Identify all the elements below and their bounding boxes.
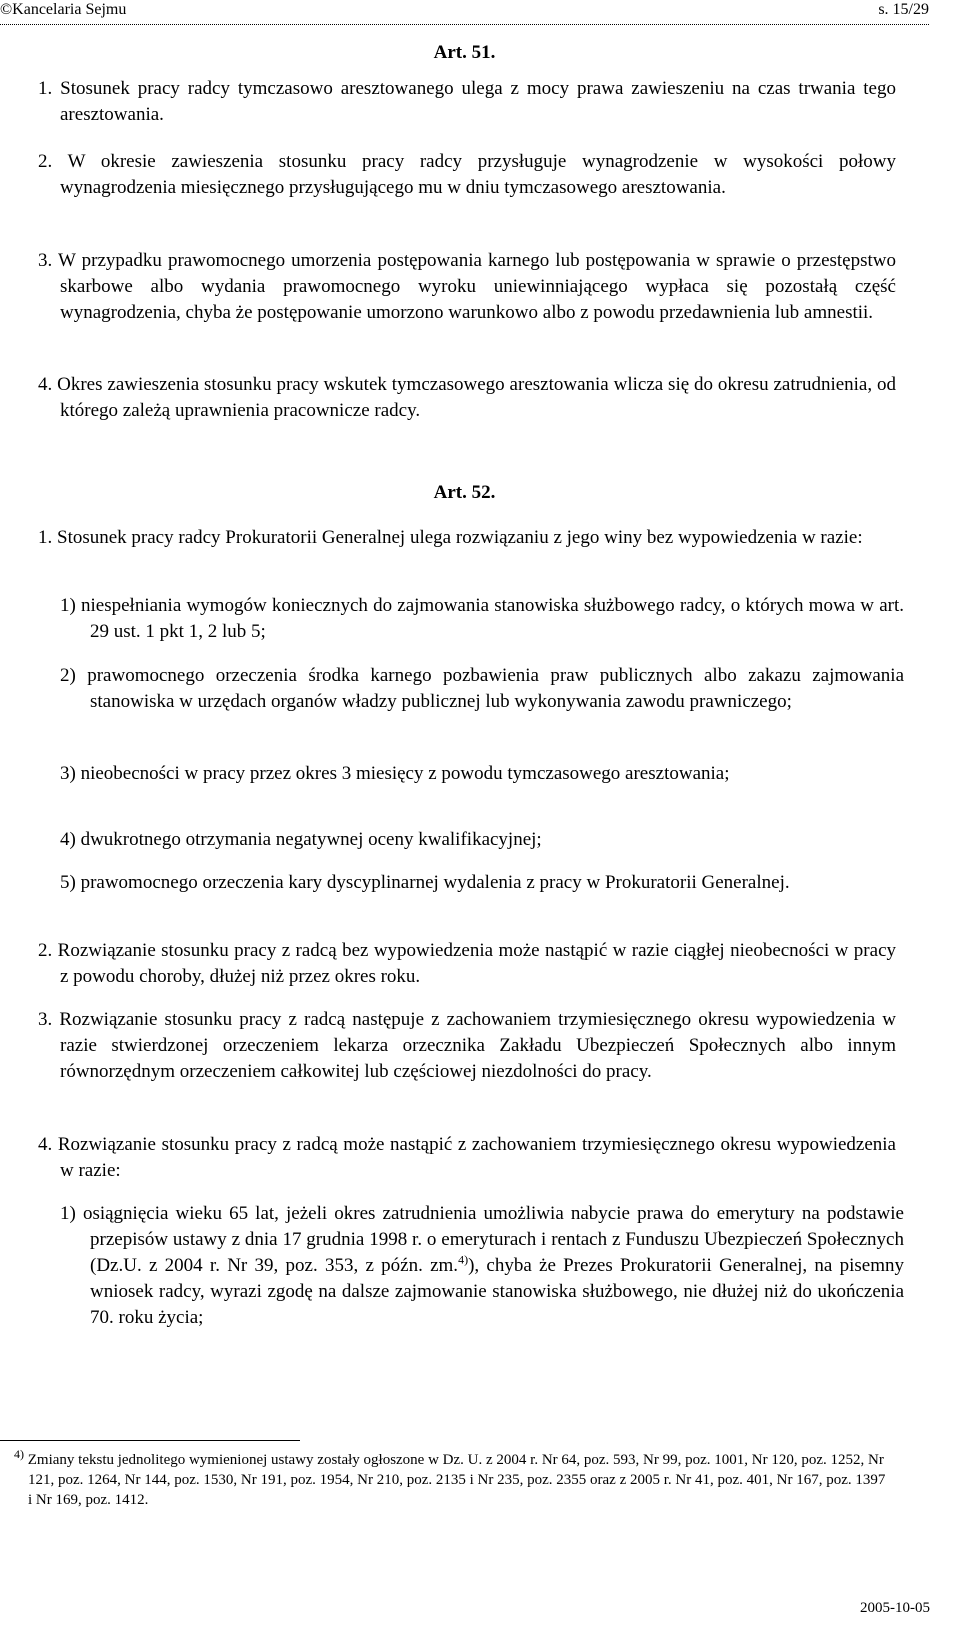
art52-p4-item-1	[60, 1201, 904, 1331]
art52-p1-item-4: 4) dwukrotnego otrzymania negatywnej oceny kwalifikacyjnej;	[60, 829, 542, 850]
art52-paragraph-1: 1. Stosunek pracy radcy Prokuratorii Generalnej ulega rozwiązaniu z jego winy bez wypowiedzenia w razie:	[38, 527, 863, 548]
footnote-marker: 4)	[14, 1447, 24, 1461]
art52-p1-item-1: 1) niespełniania wymogów koniecznych do zajmowania stanowiska służbowego radcy, o których mowa w art. 29 ust. 1 pkt 1, 2 lub 5;	[60, 595, 904, 642]
art51-paragraph-1: 1. Stosunek pracy radcy tymczasowo aresztowanego ulega z mocy prawa zawieszeniu na czas trwania tego aresztowania.	[38, 78, 896, 125]
art51-paragraph-3: 3. W przypadku prawomocnego umorzenia postępowania karnego lub postępowania w sprawie o przestępstwo skarbowe albo wydania prawomocnego wyroku uniewinniającego wypłaca się pozostałą część wynagrodzenia, chyba że postępowanie umorzono warunkowo albo z powodu przedawnienia lub amnestii.	[38, 250, 896, 323]
footnote-4	[14, 1447, 886, 1510]
art51-paragraph-2: 2. W okresie zawieszenia stosunku pracy radcy przysługuje wynagrodzenie w wysokości połowy wynagrodzenia miesięcznego przysługującego mu w dniu tymczasowego aresztowania.	[38, 151, 896, 198]
footnote-separator	[0, 1440, 300, 1441]
footer-date: 2005-10-05	[860, 1600, 930, 1616]
art52-paragraph-2: 2. Rozwiązanie stosunku pracy z radcą bez wypowiedzenia może nastąpić w razie ciągłej nieobecności w pracy z powodu choroby, dłużej niż przez okres roku.	[38, 940, 896, 987]
art52-paragraph-4: 4. Rozwiązanie stosunku pracy z radcą może nastąpić z zachowaniem trzymiesięcznego okresu wypowiedzenia w razie:	[38, 1134, 896, 1181]
header-page-number: s. 15/29	[878, 1, 929, 18]
header-source: ©Kancelaria Sejmu	[0, 1, 127, 18]
art52-p1-item-5: 5) prawomocnego orzeczenia kary dyscyplinarnej wydalenia z pracy w Prokuratorii Generalnej.	[60, 872, 790, 893]
art52-p1-item-2: 2) prawomocnego orzeczenia środka karnego pozbawienia praw publicznych albo zakazu zajmowania stanowiska w urzędach organów władzy publicznej lub wykonywania zawodu prawniczego;	[60, 665, 904, 712]
header-divider	[0, 24, 929, 25]
footnote-text: Zmiany tekstu jednolitego wymienionej ustawy zostały ogłoszone w Dz. U. z 2004 r. Nr 64, poz. 593, Nr 99, poz. 1001, Nr 120, poz. 1252, Nr 121, poz. 1264, Nr 144, poz. 1530, Nr 191, poz. 1954, Nr 210, poz. 2135 i Nr 235, poz. 2355 oraz z 2005 r. Nr 41, poz. 401, Nr 167, poz. 1397 i Nr 169, poz. 1412.	[24, 1452, 886, 1508]
art52-p4-item-1-text-a: 1) osiągnięcia wieku 65 lat, jeżeli okres zatrudnienia umożliwia nabycie prawa do emerytury na podstawie przepisów ustawy z dnia 17 grudnia 1998 r. o emeryturach i rentach z Funduszu Ubezpieczeń Społecznych (Dz.U. z 2004 r. Nr 39, poz. 353, z późn. zm.	[60, 1203, 904, 1276]
art51-paragraph-4: 4. Okres zawieszenia stosunku pracy wskutek tymczasowego aresztowania wlicza się do okresu zatrudnienia, od którego zależą uprawnienia pracownicze radcy.	[38, 374, 896, 421]
article-51-title: Art. 51.	[433, 42, 496, 63]
art52-paragraph-3: 3. Rozwiązanie stosunku pracy z radcą następuje z zachowaniem trzymiesięcznego okresu wypowiedzenia w razie stwierdzonej orzeczeniem lekarza orzecznika Zakładu Ubezpieczeń Społecznych albo innym równorzędnym orzeczeniem całkowitej lub częściowej niezdolności do pracy.	[38, 1009, 896, 1082]
art52-p4-item-1-text-b: ), chyba że Prezes Prokuratorii Generalnej, na pisemny wniosek radcy, wyrazi zgodę na dalsze zajmowanie stanowiska służbowego, nie dłużej niż do ukończenia 70. roku życia;	[90, 1255, 904, 1328]
article-52-title: Art. 52.	[433, 482, 496, 503]
art52-p1-item-3: 3) nieobecności w pracy przez okres 3 miesięcy z powodu tymczasowego aresztowania;	[60, 763, 730, 784]
footnote-ref-4[interactable]: 4)	[458, 1252, 469, 1267]
